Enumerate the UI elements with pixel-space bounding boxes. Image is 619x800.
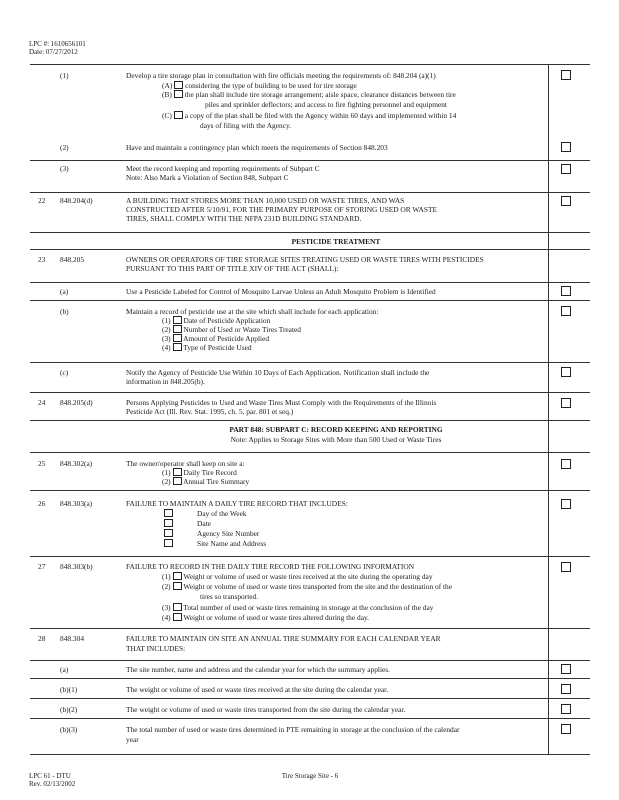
form-id: LPC 61 - DTU	[29, 772, 71, 780]
violation-checkbox[interactable]	[561, 562, 571, 572]
item-22-line-3: TIRES, SHALL COMPLY WITH THE NFPA 231D BUILDING STANDARD.	[126, 214, 362, 223]
item-23b-text: Maintain a record of pesticide use at the site which shall include for each application:	[126, 307, 379, 316]
row-1-sub-c: (C) a copy of the plan shall be filed with the Agency within 60 days and implemented within 14	[162, 111, 457, 120]
row-divider	[30, 300, 590, 301]
violation-checkbox[interactable]	[561, 286, 571, 296]
item-27-sub-4: (4) Weight or volume of used or waste tires altered during the day.	[162, 613, 370, 622]
item-23-line-2: PURSUANT TO THIS PART OF TITLE XIV OF THE ACT (SHALL):	[126, 264, 339, 273]
item-22-line-2: CONSTRUCTED AFTER 5/10/91, FOR THE PRIMARY PURPOSE OF STORING USED OR WASTE	[126, 205, 438, 214]
checkbox-icon[interactable]	[164, 509, 173, 517]
item-27-text: FAILURE TO RECORD IN THE DAILY TIRE RECORD THE FOLLOWING INFORMATION	[126, 562, 415, 571]
item-28-number: 28	[38, 634, 46, 643]
violation-checkbox[interactable]	[561, 664, 571, 674]
item-24-line-2: Pesticide Act (Ill. Rev. Stat. 1995, ch. 5, par. 801 et seq.)	[126, 407, 294, 416]
item-23b-sub-1: (1) Date of Pesticide Application	[162, 316, 271, 325]
form-revision: Rev. 02/13/2002	[29, 780, 76, 788]
item-23a-number: (a)	[60, 287, 69, 296]
part-848-heading: PART 848: SUBPART C: RECORD KEEPING AND REPORTING	[229, 425, 443, 434]
checkbox-icon[interactable]	[173, 582, 182, 590]
lpc-number: LPC #: 1610656101	[29, 40, 86, 48]
checkbox-icon[interactable]	[173, 613, 182, 621]
violation-checkbox[interactable]	[561, 164, 571, 174]
item-25-number: 25	[38, 459, 46, 468]
table-bottom-rule	[30, 754, 590, 755]
checkbox-icon[interactable]	[173, 572, 182, 580]
row-2-number: (2)	[60, 143, 69, 152]
item-22-citation: 848.204(d)	[60, 196, 93, 205]
checkbox-icon[interactable]	[173, 325, 182, 333]
item-27-number: 27	[38, 562, 46, 571]
violation-checkbox[interactable]	[561, 684, 571, 694]
item-28-citation: 848.304	[60, 634, 85, 643]
checkbox-icon[interactable]	[174, 111, 183, 119]
checkbox-icon[interactable]	[173, 477, 182, 485]
checkbox-icon[interactable]	[173, 343, 182, 351]
item-23-line-1: OWNERS OR OPERATORS OF TIRE STORAGE SITES TREATING USED OR WASTE TIRES WITH PESTICIDES	[126, 255, 484, 264]
item-25-sub-2: (2) Annual Tire Summary	[162, 477, 250, 486]
item-28b3-number: (b)(3)	[60, 725, 78, 734]
row-divider	[30, 490, 590, 491]
violation-checkbox[interactable]	[561, 704, 571, 714]
item-23-number: 23	[38, 255, 46, 264]
checkbox-column-divider	[548, 64, 549, 754]
item-28a-number: (a)	[60, 665, 69, 674]
row-1-sub-c-cont: days of filing with the Agency.	[200, 121, 292, 130]
item-22-number: 22	[38, 196, 46, 205]
row-2-text: Have and maintain a contingency plan which meets the requirements of Section 848.203	[126, 143, 388, 152]
violation-checkbox[interactable]	[561, 367, 571, 377]
item-22-line-1: A BUILDING THAT STORES MORE THAN 10,000 USED OR WASTE TIRES, AND WAS	[126, 196, 405, 205]
item-23b-sub-4: (4) Type of Pesticide Used	[162, 343, 252, 352]
checkbox-icon[interactable]	[174, 90, 183, 98]
checkbox-icon[interactable]	[173, 603, 182, 611]
row-divider	[30, 698, 590, 699]
row-1-sub-b-cont: piles and sprinkler deflectors; and access to fire fighting personnel and equipment	[205, 100, 447, 109]
row-1-sub-b: (B) the plan shall include tire storage arrangement; aisle space, clearance distances between tire	[162, 90, 456, 99]
item-26-text: FAILURE TO MAINTAIN A DAILY TIRE RECORD THAT INCLUDES:	[126, 499, 348, 508]
row-divider	[30, 249, 590, 250]
part-848-note: Note: Applies to Storage Sites with More than 500 Used or Waste Tires	[230, 435, 442, 444]
item-26-citation: 848.303(a)	[60, 499, 93, 508]
item-28-line-2: THAT INCLUDES:	[126, 644, 186, 653]
row-divider	[30, 660, 590, 661]
table-top-rule	[30, 64, 590, 65]
violation-checkbox[interactable]	[561, 459, 571, 469]
checkbox-icon[interactable]	[173, 334, 182, 342]
row-divider	[30, 718, 590, 719]
item-28b2-text: The weight or volume of used or waste tires transported from the site during the calendar year.	[126, 705, 406, 714]
item-28b3-line-1: The total number of used or waste tires determined in PTE remaining in storage at the conclusion of the calendar	[126, 725, 460, 734]
row-3-number: (3)	[60, 164, 69, 173]
item-28b2-number: (b)(2)	[60, 705, 78, 714]
checkbox-icon[interactable]	[164, 529, 173, 537]
row-3-line-2: Note: Also Mark a Violation of Section 848, Subpart C	[126, 173, 289, 182]
row-divider	[30, 232, 590, 233]
row-divider	[30, 420, 590, 421]
checkbox-icon[interactable]	[173, 468, 182, 476]
row-divider	[30, 452, 590, 453]
item-28a-text: The site number, name and address and the calendar year for which the summary applies.	[126, 665, 391, 674]
item-23b-sub-2: (2) Number of Used or Waste Tires Treated	[162, 325, 301, 334]
violation-checkbox[interactable]	[561, 306, 571, 316]
item-23b-sub-3: (3) Amount of Pesticide Applied	[162, 334, 270, 343]
row-divider	[30, 556, 590, 557]
row-divider	[30, 678, 590, 679]
item-26-number: 26	[38, 499, 46, 508]
row-1-number: (1)	[60, 71, 69, 80]
item-24-line-1: Persons Applying Pesticides to Used and Waste Tires Must Comply with the Requirements of the Illinois	[126, 398, 437, 407]
item-27-sub-3: (3) Total number of used or waste tires remaining in storage at the conclusion of the day	[162, 603, 434, 612]
item-27-citation: 848.303(b)	[60, 562, 93, 571]
item-28-line-1: FAILURE TO MAINTAIN ON SITE AN ANNUAL TIRE SUMMARY FOR EACH CALENDAR YEAR	[126, 634, 441, 643]
item-28b1-text: The weight or volume of used or waste tires received at the site during the calendar year.	[126, 685, 389, 694]
row-3-line-1: Meet the record keeping and reporting requirements of Subpart C	[126, 164, 320, 173]
row-1-sub-a: (A) considering the type of building to be used for tire storage	[162, 81, 357, 90]
item-24-citation: 848.205(d)	[60, 398, 93, 407]
item-24-number: 24	[38, 398, 46, 407]
item-23b-number: (b)	[60, 307, 69, 316]
item-26-sub-1: Day of the Week	[162, 509, 247, 518]
item-23-citation: 848.205	[60, 255, 85, 264]
item-26-sub-4: Site Name and Address	[162, 539, 266, 548]
item-23c-number: (c)	[60, 368, 69, 377]
violation-checkbox[interactable]	[561, 142, 571, 152]
item-28b3-line-2: year	[126, 735, 139, 744]
checkbox-icon[interactable]	[174, 81, 183, 89]
row-1-text: Develop a tire storage plan in consultation with fire officials meeting the requirements of: 848.204 (a)(1)	[126, 71, 436, 80]
row-divider	[30, 160, 590, 161]
item-27-sub-2: (2) Weight or volume of used or waste tires transported from the site and the destination of the	[162, 582, 453, 591]
row-divider	[30, 392, 590, 393]
item-25-text: The owner/operator shall keep on site a:	[126, 459, 245, 468]
row-divider	[30, 192, 590, 193]
item-23c-line-2: information in 848.205(b).	[126, 377, 205, 386]
item-27-sub-2-cont: tires so transported.	[200, 592, 259, 601]
violation-checkbox[interactable]	[561, 724, 571, 734]
item-27-sub-1: (1) Weight or volume of used or waste tires received at the site during the operating day	[162, 572, 433, 581]
item-23a-text: Use a Pesticide Labeled for Control of Mosquito Larvae Unless an Adult Mosquito Problem is Identified	[126, 287, 436, 296]
row-divider	[30, 282, 590, 283]
violation-checkbox[interactable]	[561, 398, 571, 408]
row-divider	[30, 362, 590, 363]
row-divider	[30, 628, 590, 629]
page-label: Tire Storage Site - 6	[281, 772, 339, 780]
item-25-sub-1: (1) Daily Tire Record	[162, 468, 237, 477]
item-26-sub-2: Date	[162, 519, 211, 528]
item-23c-line-1: Notify the Agency of Pesticide Use Within 10 Days of Each Application. Notification shall include the	[126, 368, 430, 377]
report-date: Date: 07/27/2012	[29, 48, 78, 56]
violation-checkbox[interactable]	[561, 196, 571, 206]
checkbox-icon[interactable]	[164, 539, 173, 547]
item-26-sub-3: Agency Site Number	[162, 529, 259, 538]
item-28b1-number: (b)(1)	[60, 685, 78, 694]
violation-checkbox[interactable]	[561, 499, 571, 509]
violation-checkbox[interactable]	[561, 70, 571, 80]
item-25-citation: 848.302(a)	[60, 459, 93, 468]
checkbox-icon[interactable]	[164, 519, 173, 527]
checkbox-icon[interactable]	[173, 316, 182, 324]
pesticide-section-heading: PESTICIDE TREATMENT	[291, 237, 381, 246]
